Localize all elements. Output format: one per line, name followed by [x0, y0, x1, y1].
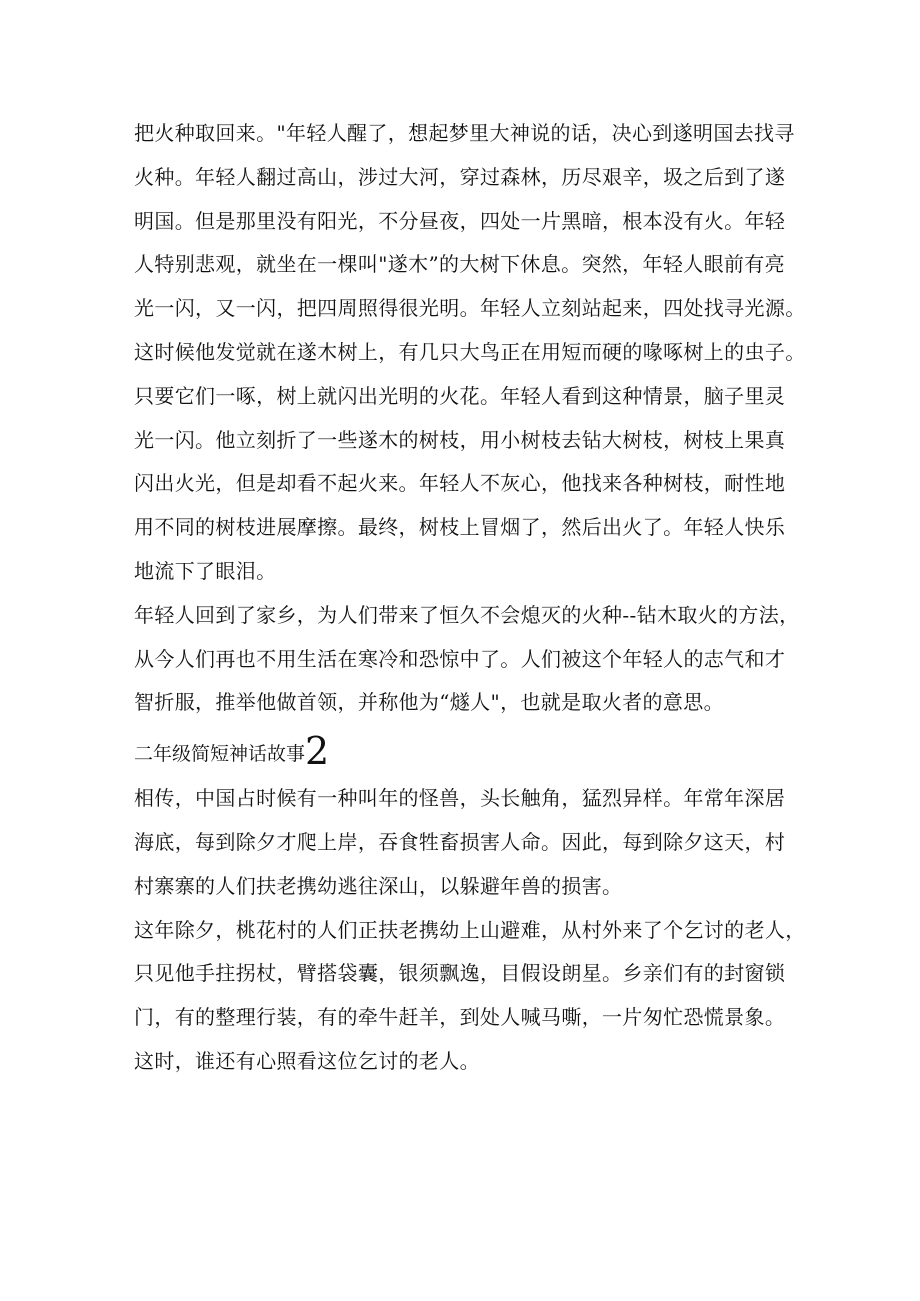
paragraph-1: [134, 112, 806, 594]
text-line: 这时候他发觉就在遂木树上，有几只大鸟正在用短而硬的喙啄树上的虫子。: [134, 339, 806, 364]
text-line: 年轻人回到了家乡，为人们带来了恒久不会熄灭的火种--钻木取火的方法，: [134, 602, 800, 627]
text-line: 火种。年轻人翻过高山，涉过大河，穿过森林，历尽艰辛，圾之后到了遂: [134, 164, 786, 189]
text-line: 这时，谁还有心照看这位乞讨的老人。: [134, 1048, 480, 1073]
paragraph-3: [134, 777, 800, 908]
text-line: 用不同的树枝进展摩擦。最终，树枝上冒烟了，然后出火了。年轻人快乐: [134, 515, 786, 540]
text-line: 海底，每到除夕才爬上岸，吞食牲畜损害人命。因此，每到除夕这天，村: [134, 829, 786, 854]
text-line: 明国。但是那里没有阳光，不分昼夜，四处一片黑暗，根本没有火。年轻: [134, 208, 786, 233]
text-line: 村寨寨的人们扶老携幼逃往深山，以躲避年兽的损害。: [134, 873, 623, 898]
text-line: 只见他手拄拐杖，臂搭袋囊，银须飘逸，目假设朗星。乡亲们有的封窗锁: [134, 961, 786, 986]
paragraph-2: [134, 594, 800, 725]
text-line: 把火种取回来。"年轻人醒了，想起梦里大神说的话，决心到遂明国去找寻: [134, 121, 795, 145]
section-heading: [134, 725, 800, 777]
text-line: 地流下了眼泪。: [134, 558, 277, 583]
section-heading-text: 二年级简短神话故事: [134, 743, 306, 766]
text-line: 人特别悲观，就坐在一棵叫"遂木”的大树下休息。突然，年轻人眼前有亮: [134, 252, 785, 277]
document-body: [134, 112, 806, 1084]
text-line: 智折服，推举他做首领，并称他为“燧人"，也就是取火者的意思。: [134, 690, 724, 715]
section-heading-number: 2: [305, 729, 330, 774]
text-line: 闪出火光，但是却看不起火来。年轻人不灰心，他找来各种树枝，耐性地: [134, 471, 786, 496]
text-line: 门，有的整理行装，有的牵牛赶羊，到处人喊马嘶，一片匆忙恐慌景象。: [134, 1005, 786, 1030]
paragraph-4: [134, 909, 806, 1084]
text-line: 相传，中国占时候有一种叫年的怪兽，头长触角，猛烈异样。年常年深居: [134, 786, 786, 811]
text-line: 从今人们再也不用生活在寒冷和恐惊中了。人们被这个年轻人的志气和才: [134, 646, 786, 671]
text-line: 只要它们一啄，树上就闪出光明的火花。年轻人看到这种情景，脑子里灵: [134, 383, 786, 408]
text-line: 光一闪，又一闪，把四周照得很光明。年轻人立刻站起来，四处找寻光源。: [134, 296, 806, 321]
text-line: 光一闪。他立刻折了一些遂木的树枝，用小树枝去钻大树枝，树枝上果真: [134, 427, 786, 452]
text-line: 这年除夕，桃花村的人们正扶老携幼上山避难，从村外来了个乞讨的老人，: [134, 917, 806, 942]
